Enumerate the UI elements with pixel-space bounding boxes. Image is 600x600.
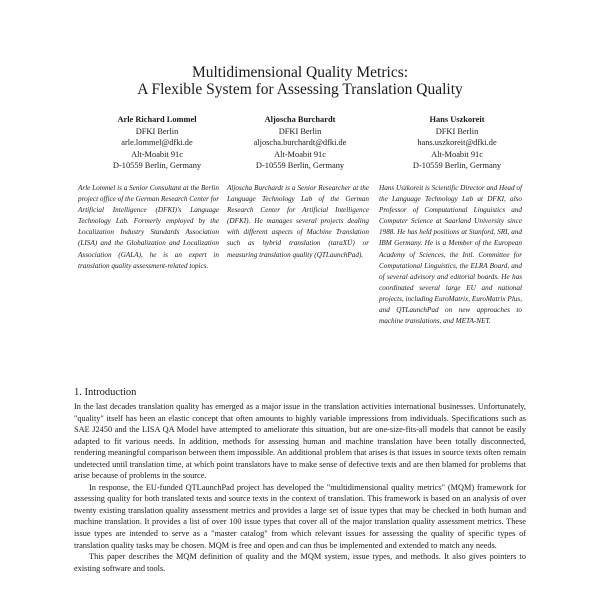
author-block — [372, 114, 542, 172]
author-street: Alt-Moabit 91c — [431, 149, 483, 159]
paragraph: This paper describes the MQM definition of quality and the MQM system, issue types, and methods. It also gives pointers to existing software and tools. — [74, 552, 526, 573]
author-name: Hans Uszkoreit — [429, 115, 485, 124]
author-email: hans.uszkoreit@dfki.de — [417, 138, 497, 148]
author-bio: Hans Uszkoreit is Scientific Director and Head of the Language Technology Lab at DFKI, also Professor of Computational Linguistics and Computer Science at Saarland University since 1988. He has held positions at Stanford, SRI, and IBM Germany. He is a Member of the European Academy of Sciences, the Intl. Committee for Computational Linguistics, the ELRA Board, and of several advisory and editorial boards. He has coordinated several large EU and national projects, including EuroMatrix, EuroMatrix Plus, and QTLaunchPad on new approaches to machine translations, and META-NET. — [379, 184, 522, 326]
paragraph: In the last decades translation quality has emerged as a major issue in the translation activities international businesses. Unfortunately, "quality" itself has been an elastic concept that often amounts to highly variable impressions from individuals. Specifications such as SAE J2450 and the LISA QA Model have attempted to ameliorate this situation, but are one-size-fits-all models that cannot be easily adapted to fit various needs. In addition, methods for assessing human and machine translation have been totally disconnected, rendering meaningful comparison between them impossible. An additional problem that arises is that issues in source texts often remain undetected until translation time, at which point translators have to make sense of defective texts and are then blamed for problems that arise because of problems in the source. — [74, 402, 526, 481]
author-city: D-10559 Berlin, Germany — [112, 161, 202, 171]
author-name: Aljoscha Burchardt — [264, 115, 336, 124]
author-street: Alt-Moabit 91c — [131, 149, 183, 159]
paper-title-line-1: Multidimensional Quality Metrics: — [191, 64, 409, 81]
author-name: Arle Richard Lommel — [117, 115, 197, 124]
paper-title-line-2: A Flexible System for Assessing Translation Quality — [137, 81, 463, 98]
author-email: aljoscha.burchardt@dfki.de — [253, 138, 347, 148]
paragraph: In response, the EU-funded QTLaunchPad project has developed the "multidimensional quality metrics" (MQM) framework for assessing quality for both translated texts and source texts in the context of translation. This framework is based on an analysis of over twenty existing translation quality assessment metrics and provides a large set of issue types that may be checked in both human and machine translation. It provides a list of over 100 issue types that cover all of the major translation quality assessment metrics. These issue types are intended to serve as a "master catalog" from which relevant issues for assessing the quality of specific types of translation quality tasks may be chosen. MQM is free and open and can thus be implemented and extended to match any needs. — [74, 482, 526, 550]
author-city: D-10559 Berlin, Germany — [255, 161, 345, 171]
author-affiliation: DFKI Berlin — [278, 126, 322, 136]
section-body — [74, 401, 526, 574]
author-affiliation: DFKI Berlin — [135, 126, 179, 136]
author-city: D-10559 Berlin, Germany — [412, 161, 502, 171]
author-block — [215, 114, 385, 172]
author-email: arle.lommel@dfki.de — [121, 138, 193, 148]
section-heading: 1. Introduction — [74, 387, 137, 398]
author-bio: Arle Lommel is a Senior Consultant at the Berlin project office of the German Research Center for Artificial Intelligence (DFKI)'s Language Technology Lab. Formerly employed by the Localization Industry Standards Association (LISA) and the Globalization and Localization Association (GALA), he is an expert in translation quality assessment-related topics. — [78, 184, 219, 270]
author-bio: Aljoscha Burchardt is a Senior Researcher at the Language Technology Lab of the German Research Center for Artificial Intelligence (DFKI). He manages several projects dealing with different aspects of Machine Translation such as hybrid translation (taraXÜ) or measuring translation quality (QTLaunchPad). — [227, 184, 369, 259]
author-affiliation: DFKI Berlin — [435, 126, 479, 136]
author-street: Alt-Moabit 91c — [274, 149, 326, 159]
